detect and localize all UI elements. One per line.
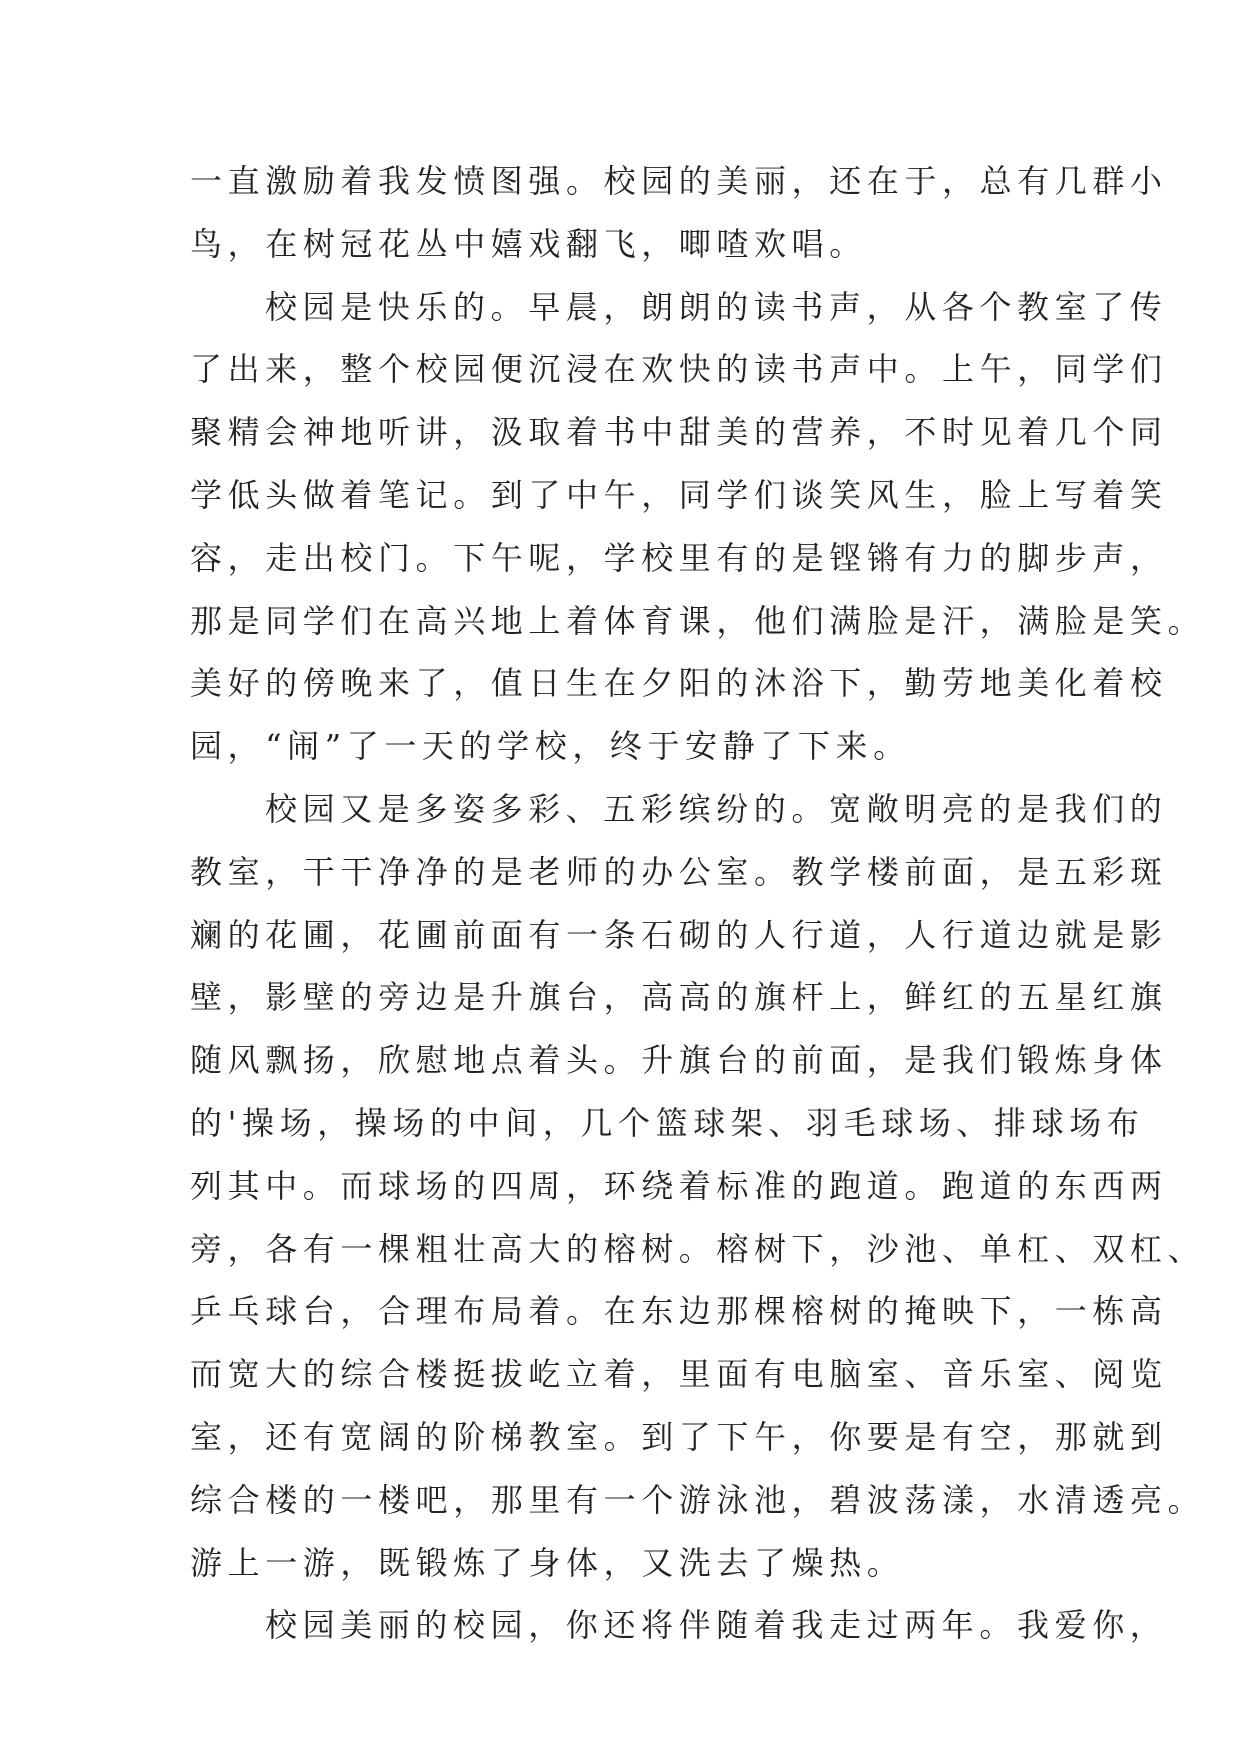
paragraph-1 bbox=[190, 150, 1168, 276]
text-line: 校园又是多姿多彩、五彩缤纷的。宽敞明亮的是我们的 bbox=[265, 789, 1168, 828]
text-line: 园，“闹”了一天的学校，终于安静了下来。 bbox=[190, 727, 911, 766]
text-line: 的'操场，操场的中间，几个篮球架、羽毛球场、排球场布 bbox=[190, 1103, 1145, 1142]
text-line: 那是同学们在高兴地上着体育课，他们满脸是汗，满脸是笑。 bbox=[190, 601, 1206, 640]
paragraph-3 bbox=[190, 778, 1206, 1594]
text-line: 综合楼的一楼吧，那里有一个游泳池，碧波荡漾，水清透亮。 bbox=[190, 1480, 1206, 1519]
text-line: 教室，干干净净的是老师的办公室。教学楼前面，是五彩斑 bbox=[190, 852, 1168, 891]
text-line: 学低头做着笔记。到了中午，同学们谈笑风生，脸上写着笑 bbox=[190, 475, 1168, 514]
text-line: 容，走出校门。下午呢，学校里有的是铿锵有力的脚步声， bbox=[190, 538, 1168, 577]
text-line: 随风飘扬，欣慰地点着头。升旗台的前面，是我们锻炼身体 bbox=[190, 1041, 1168, 1080]
text-line: 校园美丽的校园，你还将伴随着我走过两年。我爱你， bbox=[265, 1606, 1168, 1645]
text-line: 聚精会神地听讲，汲取着书中甜美的营养，不时见着几个同 bbox=[190, 413, 1168, 452]
text-line: 一直激励着我发愤图强。校园的美丽，还在于，总有几群小 bbox=[190, 162, 1168, 200]
text-line: 列其中。而球场的四周，环绕着标准的跑道。跑道的东西两 bbox=[190, 1166, 1168, 1205]
text-line: 校园是快乐的。早晨，朗朗的读书声，从各个教室了传 bbox=[265, 287, 1168, 326]
document-page bbox=[190, 150, 1206, 1657]
text-line: 了出来，整个校园便沉浸在欢快的读书声中。上午，同学们 bbox=[190, 350, 1168, 389]
text-line: 美好的傍晚来了，值日生在夕阳的沐浴下，勤劳地美化着校 bbox=[190, 664, 1168, 703]
text-line: 室，还有宽阔的阶梯教室。到了下午，你要是有空，那就到 bbox=[190, 1417, 1168, 1456]
text-line: 鸟，在树冠花丛中嬉戏翻飞，唧喳欢唱。 bbox=[190, 224, 867, 263]
text-line: 斓的花圃，花圃前面有一条石砌的人行道，人行道边就是影 bbox=[190, 915, 1168, 954]
paragraph-2 bbox=[190, 276, 1206, 778]
paragraph-4 bbox=[190, 1594, 1168, 1657]
text-line: 壁，影壁的旁边是升旗台，高高的旗杆上，鲜红的五星红旗 bbox=[190, 978, 1168, 1017]
text-line: 而宽大的综合楼挺拔屹立着，里面有电脑室、音乐室、阅览 bbox=[190, 1355, 1168, 1394]
text-line: 旁，各有一棵粗壮高大的榕树。榕树下，沙池、单杠、双杠、 bbox=[190, 1229, 1206, 1268]
text-line: 乒乓球台，合理布局着。在东边那棵榕树的掩映下，一栋高 bbox=[190, 1292, 1168, 1331]
text-line: 游上一游，既锻炼了身体，又洗去了燥热。 bbox=[190, 1543, 905, 1582]
